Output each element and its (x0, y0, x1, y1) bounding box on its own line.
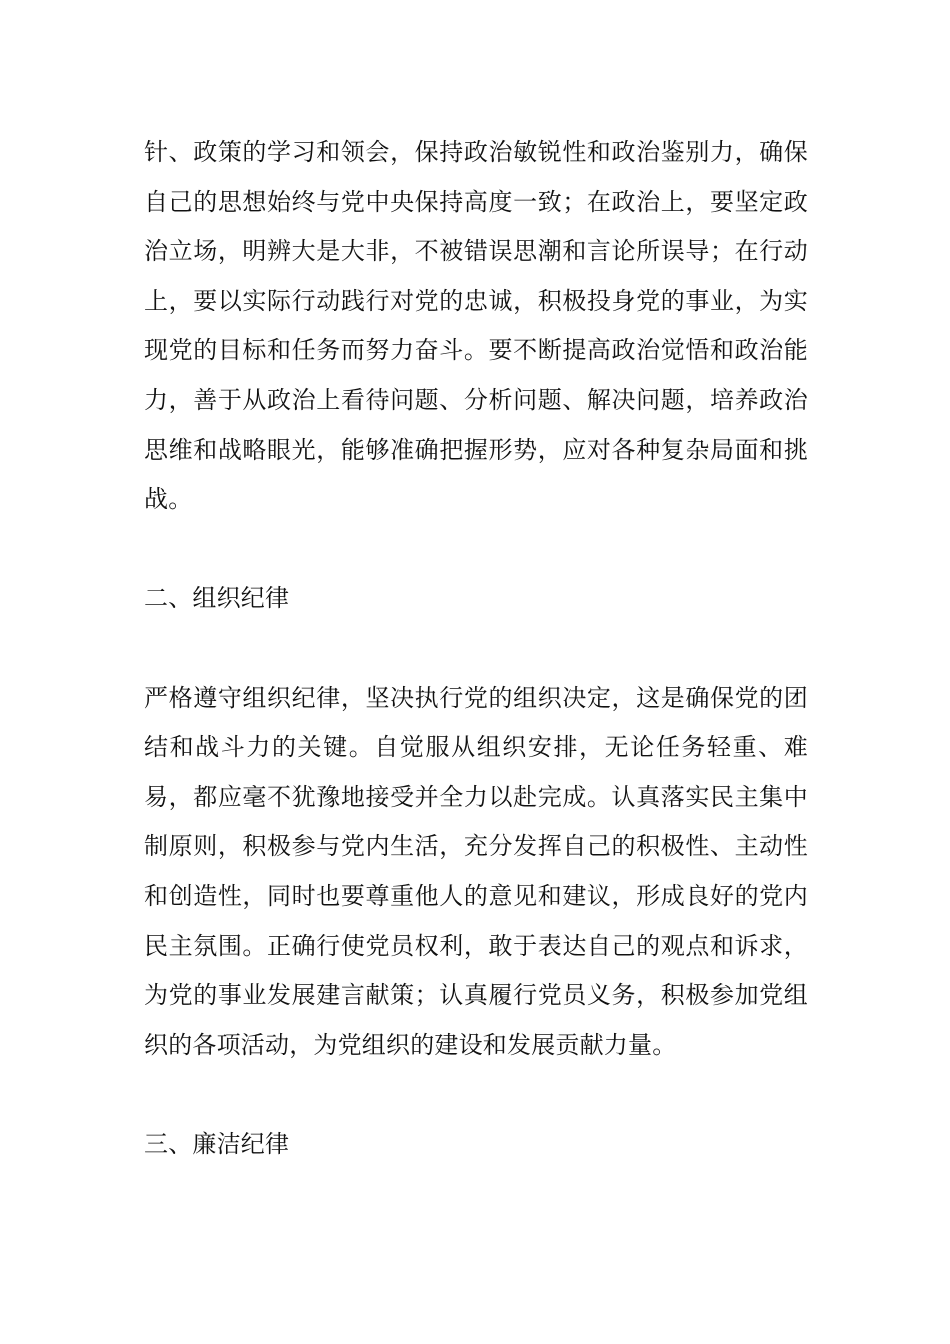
paragraph-spacer (144, 1070, 808, 1120)
document-page (144, 128, 808, 1169)
section-heading-integrity-discipline: 三、廉洁纪律 (144, 1129, 290, 1158)
paragraph-spacer (144, 624, 808, 674)
section-heading-organizational-discipline: 二、组织纪律 (144, 584, 290, 613)
paragraph-organizational-discipline: 严格遵守组织纪律，坚决执行党的组织决定，这是确保党的团结和战斗力的关键。自觉服从组织安排，无论任务轻重、难易，都应毫不犹豫地接受并全力以赴完成。认真落实民主集中制原则，积极参与党内生活，充分发挥自己的积极性、主动性和创造性，同时也要尊重他人的意见和建议，形成良好的党内民主氛围。正确行使党员权利，敢于表达自己的观点和诉求，为党的事业发展建言献策；认真履行党员义务，积极参加党组织的各项活动，为党组织的建设和发展贡献力量。 (144, 683, 808, 1059)
paragraph-political-discipline-continued: 针、政策的学习和领会，保持政治敏锐性和政治鉴别力，确保自己的思想始终与党中央保持高度一致；在政治上，要坚定政治立场，明辨大是大非，不被错误思潮和言论所误导；在行动上，要以实际行动践行对党的忠诚，积极投身党的事业，为实现党的目标和任务而努力奋斗。要不断提高政治觉悟和政治能力，善于从政治上看待问题、分析问题、解决问题，培养政治思维和战略眼光，能够准确把握形势，应对各种复杂局面和挑战。 (144, 138, 808, 514)
paragraph-spacer (144, 525, 808, 575)
